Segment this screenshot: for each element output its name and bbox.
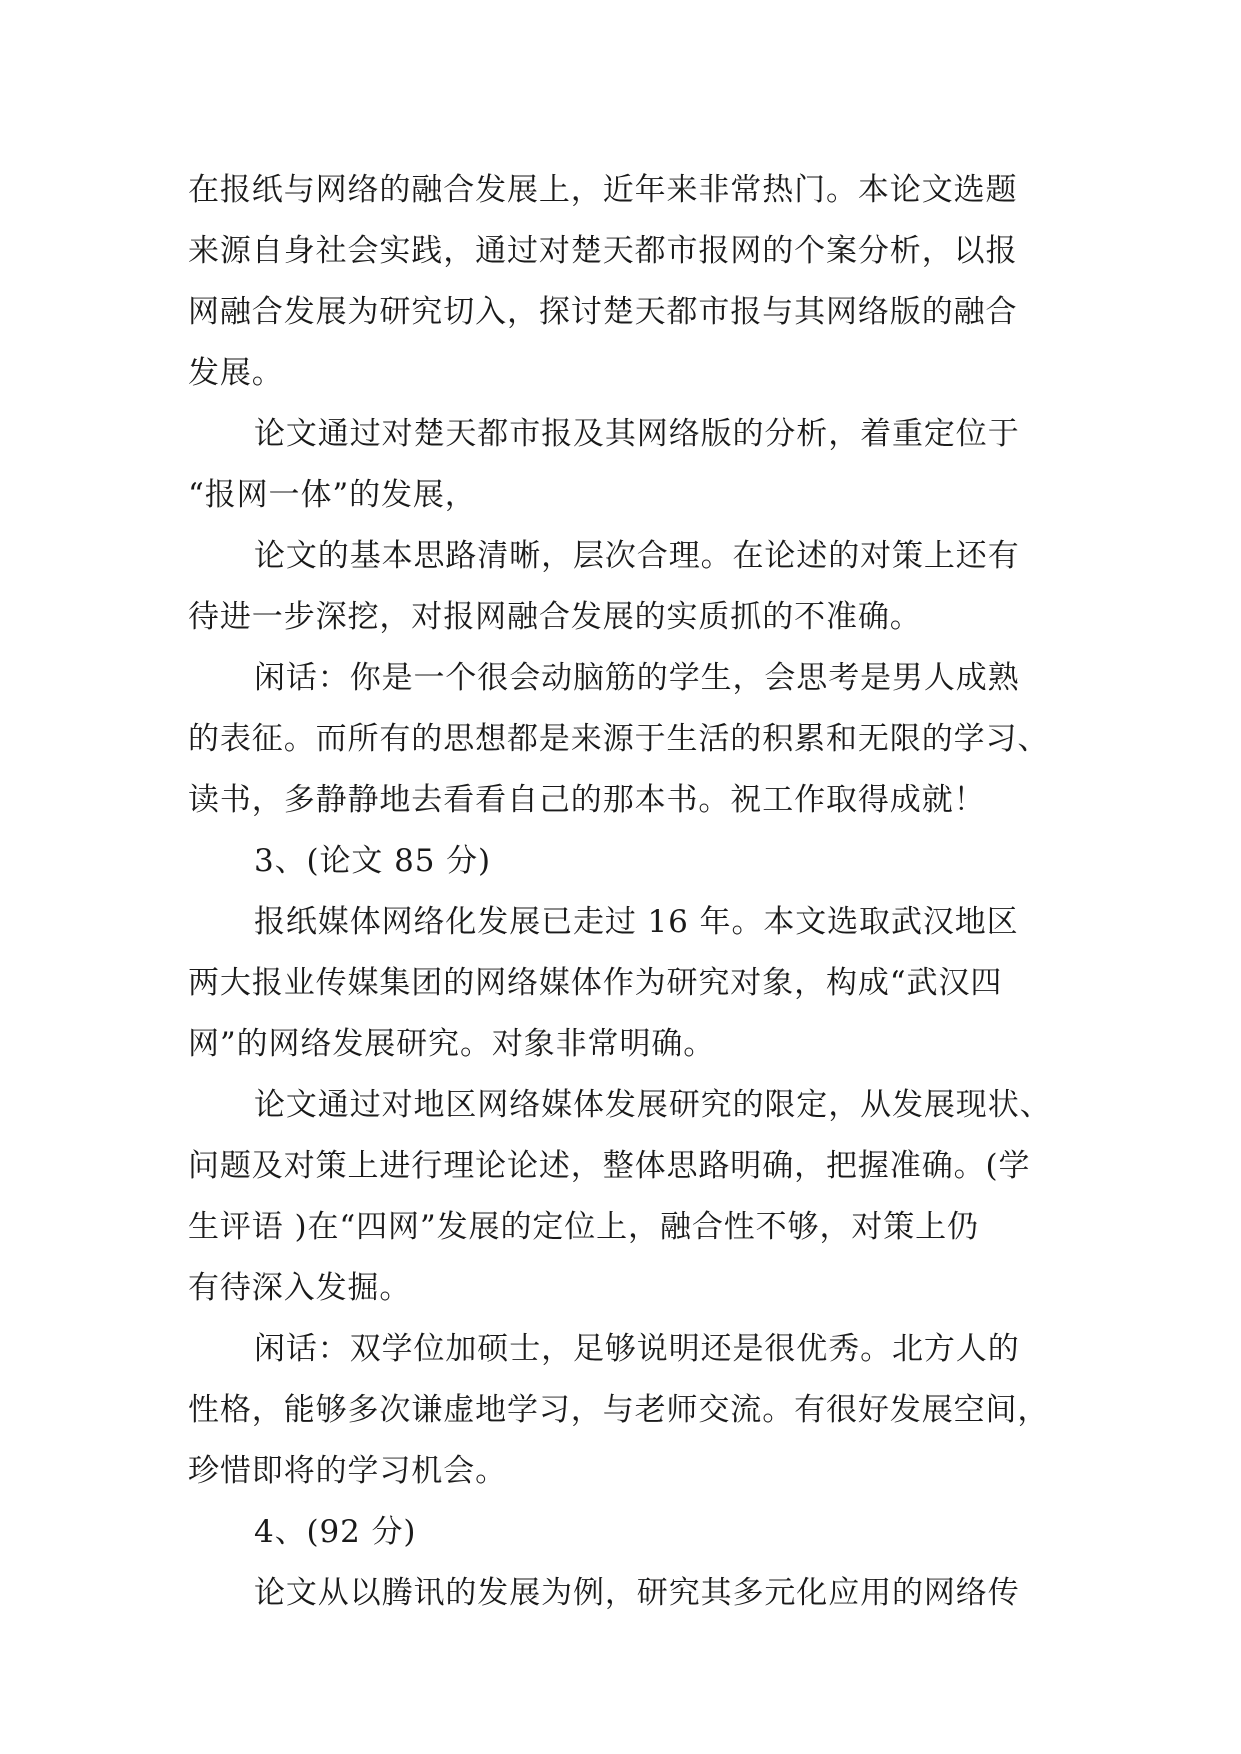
text-line: 网”的网络发展研究。对象非常明确。 bbox=[188, 1026, 716, 1062]
text-line: 论文通过对地区网络媒体发展研究的限定，从发展现状、 bbox=[254, 1087, 1052, 1123]
text-line: 珍惜即将的学习机会。 bbox=[188, 1453, 507, 1489]
text-line: 两大报业传媒集团的网络媒体作为研究对象，构成“武汉四 bbox=[188, 965, 1003, 1001]
section-heading: 3、(论文 85 分) bbox=[254, 843, 491, 879]
text-line: 待进一步深挖，对报网融合发展的实质抓的不准确。 bbox=[188, 599, 922, 635]
text-line: 报纸媒体网络化发展已走过 16 年。本文选取武汉地区 bbox=[254, 904, 1019, 940]
text-line: “报网一体”的发展， bbox=[188, 477, 477, 513]
text-line: 来源自身社会实践，通过对楚天都市报网的个案分析，以报 bbox=[188, 233, 1018, 269]
text-line: 生评语 )在“四网”发展的定位上，融合性不够，对策上仍 bbox=[188, 1209, 979, 1245]
text-line: 网融合发展为研究切入，探讨楚天都市报与其网络版的融合 bbox=[188, 294, 1018, 330]
text-line: 论文的基本思路清晰，层次合理。在论述的对策上还有 bbox=[254, 538, 1020, 574]
text-line: 发展。 bbox=[188, 355, 284, 391]
text-line: 读书，多静静地去看看自己的那本书。祝工作取得成就！ bbox=[188, 782, 986, 818]
text-line: 性格，能够多次谦虚地学习，与老师交流。有很好发展空间， bbox=[188, 1392, 1050, 1428]
document-body bbox=[188, 160, 1058, 1624]
text-line: 闲话：双学位加硕士，足够说明还是很优秀。北方人的 bbox=[254, 1331, 1020, 1367]
section-heading: 4、(92 分) bbox=[254, 1514, 417, 1550]
text-line: 闲话：你是一个很会动脑筋的学生，会思考是男人成熟 bbox=[254, 660, 1020, 696]
text-line: 在报纸与网络的融合发展上，近年来非常热门。本论文选题 bbox=[188, 172, 1018, 208]
text-line: 论文通过对楚天都市报及其网络版的分析，着重定位于 bbox=[254, 416, 1020, 452]
text-line: 问题及对策上进行理论论述，整体思路明确，把握准确。(学 bbox=[188, 1148, 1031, 1184]
text-line: 有待深入发掘。 bbox=[188, 1270, 412, 1306]
text-line: 的表征。而所有的思想都是来源于生活的积累和无限的学习、 bbox=[188, 721, 1050, 757]
text-line: 论文从以腾讯的发展为例，研究其多元化应用的网络传 bbox=[254, 1575, 1020, 1611]
